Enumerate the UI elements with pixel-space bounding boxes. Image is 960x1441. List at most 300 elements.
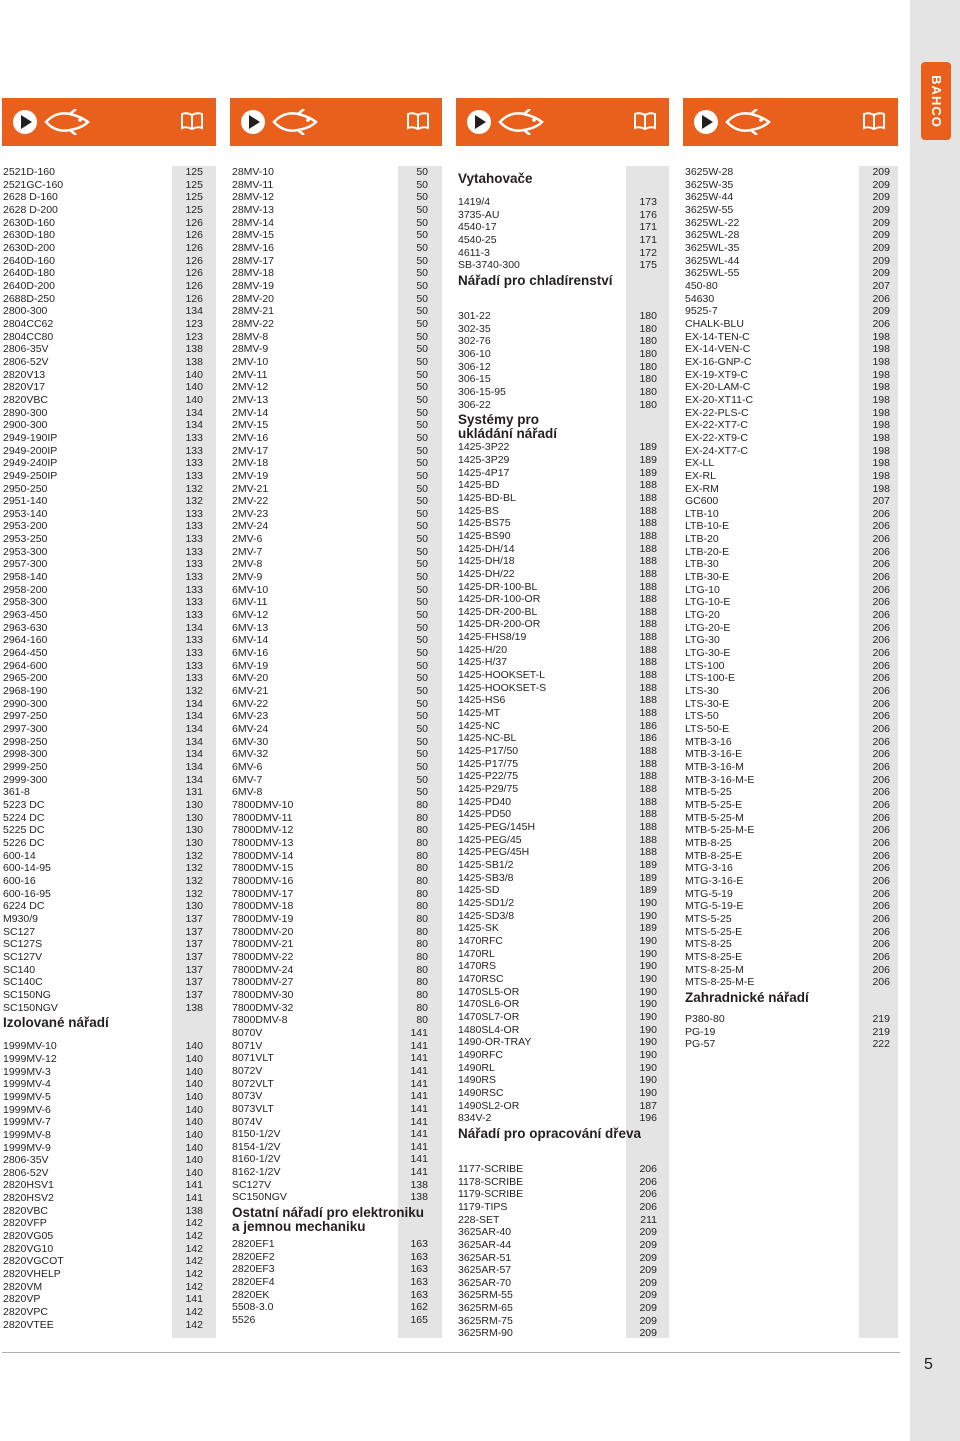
page-reference: 50	[416, 735, 428, 748]
play-icon	[467, 110, 491, 134]
item-code: MTB-8-25	[685, 836, 732, 849]
page-reference: 80	[416, 1014, 428, 1027]
item-code: 5225 DC	[3, 824, 45, 837]
page-reference: 206	[872, 836, 890, 849]
page-reference: 206	[872, 912, 890, 925]
page-reference: 141	[410, 1128, 428, 1141]
page-reference: 50	[416, 241, 428, 254]
column-header-4	[683, 98, 898, 146]
item-code: LTG-30	[685, 634, 720, 647]
item-code: 9525-7	[685, 305, 718, 318]
item-code: 3625W-35	[685, 178, 734, 191]
item-code: 302-76	[458, 335, 491, 348]
page-reference: 141	[410, 1039, 428, 1052]
item-code: 301-22	[458, 309, 491, 322]
page-reference: 131	[185, 786, 203, 799]
item-code: 1177-SCRIBE	[458, 1162, 524, 1175]
item-code: EX-16-GNP-C	[685, 355, 752, 368]
page-reference: 142	[185, 1217, 203, 1230]
page-reference: 180	[639, 322, 657, 335]
item-code: 6MV-16	[232, 647, 269, 660]
page-reference: 133	[185, 431, 203, 444]
item-code: 6MV-21	[232, 685, 269, 698]
item-code: 8074V	[232, 1115, 263, 1128]
item-code: 1425-DR-200-BL	[458, 605, 538, 618]
item-code: 2953-250	[3, 533, 48, 546]
page-reference: 50	[416, 685, 428, 698]
item-code: 8070V	[232, 1026, 263, 1039]
page-reference: 209	[639, 1238, 657, 1251]
page-reference: 209	[639, 1276, 657, 1289]
page-reference: 190	[639, 909, 657, 922]
item-code: 28MV-18	[232, 267, 275, 280]
item-code: 2953-140	[3, 507, 48, 520]
item-code: 5223 DC	[3, 799, 45, 811]
page-reference: 125	[185, 191, 203, 204]
page-reference: 209	[639, 1251, 657, 1264]
page-reference: 188	[639, 833, 657, 846]
page-reference: 188	[639, 593, 657, 606]
item-code: 2630D-160	[3, 216, 55, 229]
item-code: MTG-3-16-E	[685, 874, 744, 887]
page-reference: 190	[639, 1036, 657, 1049]
item-code: 3625AR-44	[458, 1238, 512, 1251]
page-reference: 50	[416, 634, 428, 647]
page-reference: 188	[639, 795, 657, 808]
item-code: 2804CC62	[3, 317, 54, 330]
page-reference: 188	[639, 479, 657, 492]
page-reference: 190	[639, 972, 657, 985]
item-code: 2MV-19	[232, 469, 269, 482]
page-reference: 189	[639, 871, 657, 884]
page-reference: 209	[872, 305, 890, 318]
page-reference: 140	[185, 1065, 203, 1078]
page-reference: 141	[410, 1064, 428, 1077]
page-reference: 187	[639, 1099, 657, 1112]
item-code: CHALK-BLU	[685, 317, 744, 330]
page-reference: 141	[410, 1140, 428, 1153]
item-code: 28MV-8	[232, 330, 269, 343]
page-reference: 50	[416, 431, 428, 444]
page-reference: 198	[872, 381, 890, 394]
page-reference: 133	[185, 558, 203, 571]
page-reference: 180	[639, 373, 657, 386]
section-heading: Zahradnické nářadí	[685, 989, 809, 1005]
item-code: 7800DMV-11	[232, 811, 293, 824]
page-reference: 209	[872, 267, 890, 280]
item-code: 1425-4P17	[458, 466, 510, 479]
item-code: 1425-SD	[458, 884, 500, 897]
page-reference: 134	[185, 773, 203, 786]
item-code: 1490RSC	[458, 1086, 504, 1099]
item-code: 1470RL	[458, 947, 495, 960]
item-code: 2521GC-160	[3, 178, 64, 191]
page-reference: 142	[185, 1242, 203, 1255]
page-reference: 188	[639, 580, 657, 593]
page-reference: 189	[639, 922, 657, 935]
page-reference: 163	[410, 1263, 428, 1276]
page-reference: 209	[639, 1314, 657, 1327]
page-reference: 130	[185, 811, 203, 824]
page-reference: 141	[410, 1115, 428, 1128]
item-code: 1425-SD3/8	[458, 909, 515, 922]
item-code: 2806-35V	[3, 343, 49, 356]
page-reference: 132	[185, 482, 203, 495]
page-reference: 123	[185, 330, 203, 343]
page-reference: 188	[639, 491, 657, 504]
item-code: PG-19	[685, 1025, 716, 1038]
item-code: 1999MV-3	[3, 1065, 51, 1078]
page-reference: 188	[639, 783, 657, 796]
page-reference: 206	[872, 811, 890, 824]
bottom-divider	[2, 1352, 900, 1353]
page-reference: 140	[185, 1078, 203, 1091]
page-reference: 126	[185, 267, 203, 280]
item-code: 7800DMV-12	[232, 824, 294, 837]
page-reference: 80	[416, 849, 428, 862]
item-code: 2820HSV1	[3, 1179, 54, 1192]
page-reference: 190	[639, 897, 657, 909]
page-reference: 50	[416, 761, 428, 774]
item-code: MTS-5-25-E	[685, 925, 743, 938]
page-reference: 171	[639, 233, 657, 246]
item-code: 1480SL4-OR	[458, 1023, 520, 1036]
page-reference: 133	[185, 634, 203, 647]
item-code: 28MV-20	[232, 292, 275, 305]
item-code: 2958-300	[3, 596, 48, 609]
item-code: 2949-190IP	[3, 431, 58, 444]
item-code: 2820VFP	[3, 1217, 47, 1230]
page-reference: 50	[416, 786, 428, 799]
page-reference: 134	[185, 735, 203, 748]
page-reference: 50	[416, 317, 428, 330]
item-code: LTB-10-E	[685, 520, 730, 533]
page-reference: 134	[185, 697, 203, 710]
page-reference: 180	[639, 335, 657, 348]
item-code: 2990-300	[3, 697, 48, 710]
page-reference: 207	[872, 495, 890, 508]
item-code: MTS-8-25-E	[685, 950, 743, 963]
column-header-1	[2, 98, 216, 146]
page-reference: 206	[872, 887, 890, 900]
item-code: 2804CC80	[3, 330, 54, 343]
item-code: MTB-8-25-E	[685, 849, 743, 862]
page-reference: 206	[872, 874, 890, 887]
item-code: 28MV-12	[232, 191, 275, 204]
page-reference: 126	[185, 229, 203, 242]
page-reference: 50	[416, 406, 428, 419]
item-code: 2950-250	[3, 482, 48, 495]
item-code: 7800DMV-16	[232, 874, 294, 887]
item-code: 1425-P17/75	[458, 757, 519, 770]
page-reference: 206	[872, 634, 890, 647]
page-reference: 206	[872, 976, 890, 989]
page-reference: 198	[872, 393, 890, 406]
page-reference: 50	[416, 672, 428, 685]
page-reference: 175	[639, 259, 657, 272]
page-reference: 206	[872, 862, 890, 875]
item-code: LTB-30-E	[685, 571, 730, 584]
page-reference: 141	[410, 1077, 428, 1090]
item-code: 1999MV-12	[3, 1052, 57, 1065]
page-reference: 209	[872, 178, 890, 191]
page-reference: 50	[416, 444, 428, 457]
item-code: 2MV-16	[232, 431, 269, 444]
item-code: 6MV-7	[232, 773, 263, 786]
page-reference: 50	[416, 773, 428, 786]
page-reference: 138	[185, 355, 203, 368]
item-code: 7800DMV-24	[232, 963, 294, 976]
item-code: 2630D-180	[3, 229, 55, 242]
item-code: 2820HSV2	[3, 1192, 54, 1205]
page-reference: 198	[872, 444, 890, 457]
fish-icon	[496, 109, 544, 135]
page-reference: 188	[639, 618, 657, 631]
page-reference: 188	[639, 669, 657, 682]
page-reference: 206	[639, 1175, 657, 1188]
item-code: 600-14	[3, 849, 36, 862]
item-code: 2820EK	[232, 1288, 270, 1301]
item-code: SC150NGV	[232, 1191, 287, 1204]
item-code: 6MV-6	[232, 761, 263, 774]
item-code: 2820VBC	[3, 393, 48, 406]
page-reference: 189	[639, 859, 657, 872]
page-reference: 180	[639, 309, 657, 322]
page-reference: 50	[416, 393, 428, 406]
item-code: 1425-P29/75	[458, 783, 519, 796]
item-code: 6224 DC	[3, 900, 45, 913]
page-reference: 206	[872, 735, 890, 748]
page-reference: 190	[639, 1074, 657, 1087]
item-code: 2MV-17	[232, 444, 269, 457]
item-code: 8150-1/2V	[232, 1128, 281, 1141]
page-reference: 137	[185, 925, 203, 938]
page-reference: 80	[416, 900, 428, 913]
page-reference: 50	[416, 533, 428, 546]
page-reference: 188	[639, 567, 657, 580]
item-code: 1419/4	[458, 196, 491, 208]
page-reference: 209	[639, 1302, 657, 1315]
page-reference: 198	[872, 419, 890, 432]
page-reference: 132	[185, 495, 203, 508]
page-reference: 173	[639, 196, 657, 208]
item-code: 2MV-6	[232, 533, 263, 546]
item-code: MTG-5-19-E	[685, 900, 744, 913]
item-code: 600-16-95	[3, 887, 51, 900]
item-code: 7800DMV-20	[232, 925, 294, 938]
page-reference: 133	[185, 520, 203, 533]
page-reference: 50	[416, 368, 428, 381]
item-code: 3735-AU	[458, 208, 500, 221]
page-reference: 190	[639, 960, 657, 973]
page-reference: 198	[872, 431, 890, 444]
page-reference: 141	[185, 1179, 203, 1192]
item-code: 2800-300	[3, 305, 48, 318]
page-reference: 138	[410, 1178, 428, 1191]
page-reference: 138	[185, 1204, 203, 1217]
page-reference: 142	[185, 1230, 203, 1243]
page-reference: 206	[872, 723, 890, 736]
page-number: 5	[924, 1356, 933, 1373]
item-code: 8071VLT	[232, 1052, 274, 1065]
page-reference: 142	[185, 1280, 203, 1293]
item-code: 6MV-22	[232, 697, 269, 710]
item-code: 2964-160	[3, 634, 48, 647]
column-header-3	[456, 98, 669, 146]
page-reference: 140	[185, 1040, 203, 1053]
page-reference: 50	[416, 343, 428, 356]
item-code: 2630D-200	[3, 241, 55, 254]
page-reference: 211	[640, 1213, 657, 1226]
item-code: 28MV-13	[232, 203, 275, 216]
item-code: SC127S	[3, 938, 43, 951]
item-code: 2MV-9	[232, 571, 263, 584]
item-code: 2820EF3	[232, 1263, 275, 1276]
page-reference: 140	[185, 1141, 203, 1154]
item-code: PG-57	[685, 1038, 716, 1051]
page-reference: 209	[872, 241, 890, 254]
item-code: LTB-10	[685, 507, 719, 520]
item-code: 6MV-30	[232, 735, 269, 748]
item-code: 7800DMV-27	[232, 976, 294, 989]
section-heading: Ostatní nářadí pro elektroniku a jemnou mechaniku	[232, 1205, 425, 1235]
page-reference: 206	[872, 659, 890, 672]
item-code: MTB-3-16	[685, 735, 732, 748]
page-reference: 137	[185, 976, 203, 989]
page-reference: 209	[639, 1226, 657, 1239]
page-reference: 206	[872, 685, 890, 698]
item-code: 1179-SCRIBE	[458, 1188, 524, 1201]
page-reference: 134	[185, 621, 203, 634]
column-header-2	[230, 98, 442, 146]
page-reference: 80	[416, 874, 428, 887]
item-code: 1425-P22/75	[458, 770, 519, 783]
item-code: 1470RS	[458, 960, 496, 973]
item-code: 2953-200	[3, 520, 48, 533]
page-reference: 50	[416, 495, 428, 508]
item-code: 28MV-14	[232, 216, 275, 229]
item-code: 6MV-19	[232, 659, 269, 672]
page-reference: 133	[185, 507, 203, 520]
page-reference: 188	[639, 656, 657, 669]
item-code: EX-LL	[685, 457, 715, 470]
page-reference: 198	[872, 368, 890, 381]
page-reference: 188	[639, 605, 657, 618]
item-code: MTG-3-16	[685, 862, 733, 875]
item-code: 1425-HS6	[458, 694, 506, 707]
book-icon	[406, 111, 430, 131]
page-reference: 50	[416, 178, 428, 191]
item-code: 1425-DH/18	[458, 555, 515, 568]
page-reference: 206	[872, 824, 890, 837]
page-reference: 188	[639, 631, 657, 644]
page-reference: 180	[639, 347, 657, 360]
item-code: 2MV-12	[232, 381, 269, 394]
item-code: 7800DMV-32	[232, 1001, 294, 1014]
page-reference: 206	[872, 596, 890, 609]
page-reference: 50	[416, 647, 428, 660]
page-reference: 50	[416, 621, 428, 634]
page-reference: 80	[416, 912, 428, 925]
page-reference: 198	[872, 355, 890, 368]
item-code: LTS-50	[685, 710, 719, 723]
page-reference: 50	[416, 520, 428, 533]
page-reference: 140	[185, 1154, 203, 1167]
page-reference: 188	[639, 707, 657, 720]
page-reference: 134	[185, 406, 203, 419]
page-reference: 188	[639, 808, 657, 821]
item-code: MTB-3-16-M	[685, 761, 744, 774]
item-code: 2968-190	[3, 685, 48, 698]
item-code: 4540-17	[458, 221, 497, 234]
page-reference: 206	[872, 849, 890, 862]
page-reference: 206	[872, 900, 890, 913]
item-code: 1490-OR-TRAY	[458, 1036, 532, 1049]
item-code: 7800DMV-17	[232, 887, 294, 900]
page-reference: 126	[185, 254, 203, 267]
page-reference: 50	[416, 507, 428, 520]
page-reference: 206	[872, 292, 890, 305]
page-reference: 206	[639, 1200, 657, 1213]
item-code: 2958-200	[3, 583, 48, 596]
section-heading: Izolované nářadí	[3, 1015, 109, 1031]
page-reference: 141	[410, 1026, 428, 1039]
item-code: 1425-PD50	[458, 808, 512, 821]
page-reference: 140	[185, 368, 203, 381]
item-code: 1425-HOOKSET-L	[458, 669, 545, 682]
item-code: 2964-600	[3, 659, 48, 672]
page-reference: 50	[416, 723, 428, 736]
page-reference: 138	[410, 1191, 428, 1204]
page-reference: 188	[639, 517, 657, 530]
page-reference: 133	[185, 457, 203, 470]
item-code: 2949-240IP	[3, 457, 58, 470]
item-code: 4611-3	[458, 246, 490, 259]
item-code: 3625WL-35	[685, 241, 740, 254]
page-reference: 50	[416, 166, 428, 178]
page-reference: 196	[639, 1112, 657, 1125]
item-code: 3625WL-28	[685, 229, 740, 242]
item-code: LTB-20	[685, 533, 719, 546]
page-reference: 163	[410, 1250, 428, 1263]
item-code: 1425-P17/50	[458, 745, 519, 758]
item-code: 8162-1/2V	[232, 1166, 281, 1179]
item-code: EX-RL	[685, 469, 716, 482]
item-code: 8072VLT	[232, 1077, 274, 1090]
page-reference: 190	[639, 1048, 657, 1061]
page-reference: 176	[639, 208, 657, 221]
page-reference: 50	[416, 216, 428, 229]
item-code: 1425-BD-BL	[458, 491, 516, 504]
item-code: LTG-30-E	[685, 647, 731, 660]
item-code: 2820VPC	[3, 1306, 48, 1319]
page-reference: 188	[639, 745, 657, 758]
page-reference: 133	[185, 609, 203, 622]
item-code: 1425-SK	[458, 922, 499, 935]
fish-icon	[270, 109, 318, 135]
item-code: 6MV-12	[232, 609, 269, 622]
section-heading: Nářadí pro chladírenství	[458, 272, 613, 288]
item-code: 1425-SD1/2	[458, 897, 515, 909]
page-reference: 50	[416, 381, 428, 394]
page-reference: 142	[185, 1268, 203, 1281]
page-reference: 206	[872, 317, 890, 330]
page-reference: 130	[185, 824, 203, 837]
item-code: 1999MV-10	[3, 1040, 57, 1053]
item-code: 3625AR-57	[458, 1264, 512, 1277]
item-code: LTG-10	[685, 583, 720, 596]
item-code: 3625RM-65	[458, 1302, 513, 1315]
